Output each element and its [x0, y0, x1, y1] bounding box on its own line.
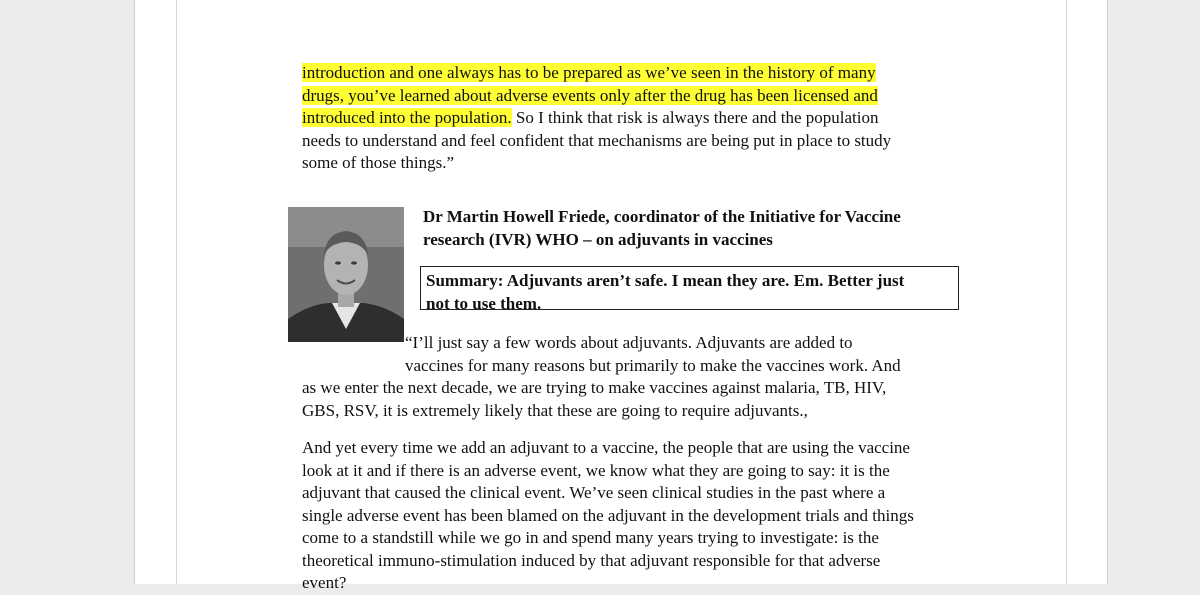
text-line: event? — [302, 573, 347, 592]
text-line: as we enter the next decade, we are trying to make vaccines against malaria, TB, HIV, — [302, 378, 887, 397]
speaker-photo — [288, 207, 404, 342]
text-line: And yet every time we add an adjuvant to a vaccine, the people that are using the vaccine — [302, 438, 910, 457]
text-line: needs to understand and feel confident that mechanisms are being put in place to study — [302, 130, 892, 150]
document-page — [176, 0, 1067, 592]
left-page-edge — [134, 0, 177, 584]
text-line: single adverse event has been blamed on the adjuvant in the development trials and things — [302, 505, 914, 525]
paragraph-adjuvant-events — [302, 437, 914, 595]
text-line: vaccines for many reasons but primarily to make the vaccines work. And — [405, 355, 901, 375]
text-line: adjuvant that caused the clinical event. We’ve seen clinical studies in the past where a — [302, 483, 886, 502]
text-line: come to a standstill while we go in and spend many years trying to investigate: is the — [302, 528, 879, 547]
text-line: look at it and if there is an adverse event, we know what they are going to say: it is the — [302, 460, 890, 480]
text-line: theoretical immuno-stimulation induced by that adjuvant responsible for that adverse — [302, 550, 881, 570]
quote-paragraph — [302, 332, 901, 422]
text-line: GBS, RSV, it is extremely likely that these are going to require adjuvants., — [302, 400, 808, 420]
speaker-name: Dr Martin Howell Friede, coordinator of the Initiative for Vaccine research (IVR) WHO – on adjuvants in vaccines — [423, 207, 901, 249]
highlighted-text: introduced into the population. — [302, 108, 512, 127]
text-line: So I think that risk is always there and the population — [511, 108, 879, 127]
summary-text: Summary: Adjuvants aren’t safe. I mean they are. Em. Better just not to use them. — [426, 271, 905, 313]
highlighted-text: introduction and one always has to be prepared as we’ve seen in the history of many — [302, 63, 876, 82]
highlighted-text: drugs, you’ve learned about adverse events only after the drug has been licensed and — [302, 85, 878, 105]
text-line: some of those things.” — [302, 153, 455, 172]
right-page-edge — [1067, 0, 1108, 584]
paragraph-intro — [302, 62, 891, 175]
text-line: “I’ll just say a few words about adjuvants. Adjuvants are added to — [405, 333, 853, 352]
